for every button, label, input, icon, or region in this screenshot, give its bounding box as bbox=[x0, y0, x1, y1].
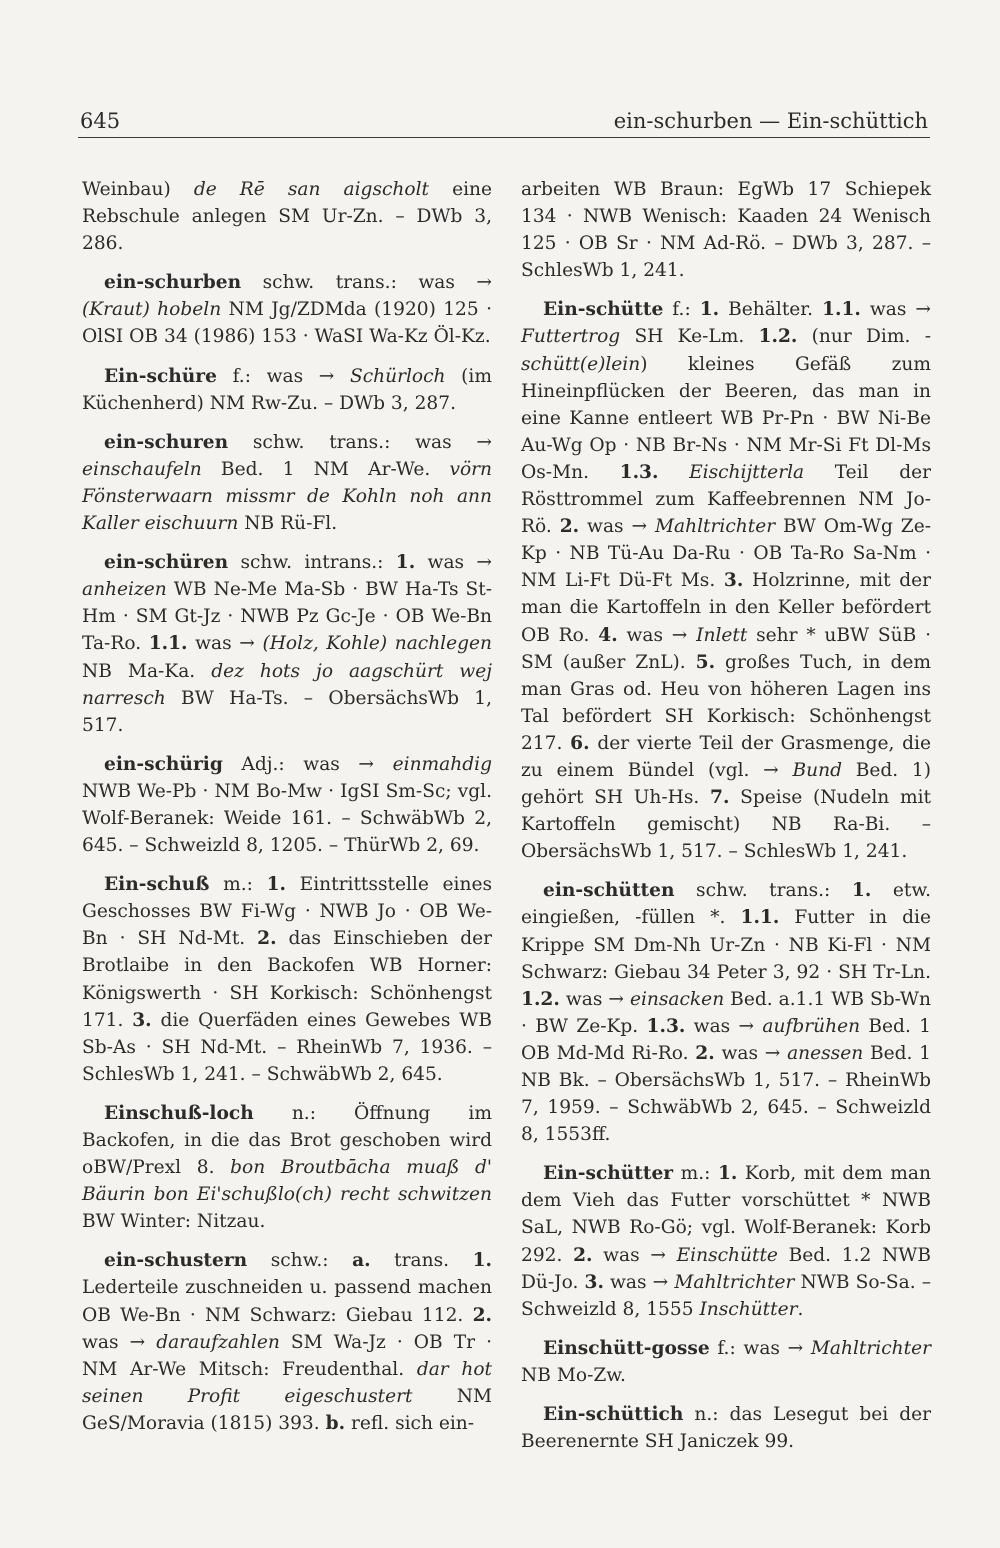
dictionary-entry bbox=[82, 549, 492, 739]
dictionary-entry bbox=[82, 429, 492, 537]
entry-body: f.: was → Mahltrichter NB Mo-Zw. bbox=[521, 1337, 931, 1386]
right-column bbox=[521, 176, 931, 1467]
entry-body: Weinbau) de Rē san aigscholt eine Rebschule anlegen SM Ur-Zn. – DWb 3, 286. bbox=[82, 179, 492, 255]
entry-headword: ein-schuren bbox=[104, 431, 229, 453]
entry-body: schw. trans.: was → einschaufeln Bed. 1 NM Ar-We. vörn Fönsterwaarn missmr de Kohln noh ann Kaller eischuurn NB Rü-Fl. bbox=[82, 431, 492, 535]
entry-headword: ein-schüren bbox=[104, 552, 229, 574]
entry-body: f.: 1. Behälter. 1.1. was → Futtertrog SH Ke-Lm. 1.2. (nur Dim. -schütt(e)lein) kleines Gefäß zum Hineinpflücken der Beeren, das man in eine Kanne entleert WB Pr-Pn · BW Ni-Be Au-Wg Op · NB Br-Ns · NM Mr-Si Ft Dl-Ms Os-Mn. 1.3. Eischijtterla Teil der Rösttrommel zum Kaffeebrennen NM Jo-Rö. 2. was → Mahltrichter BW Om-Wg Ze-Kp · NB Tü-Au Da-Ru · OB Ta-Ro Sa-Nm · NM Li-Ft Dü-Ft Ms. 3. Holzrinne, mit der man die Kartoffeln in den Keller befördert OB Ro. 4. was → Inlett sehr * uBW SüB · SM (außer ZnL). 5. großes Tuch, in dem man Gras od. Heu von höheren Lagen ins Tal befördert SH Korkisch: Schönhengst 217. 6. der vierte Teil der Grasmenge, die zu einem Bündel (vgl. → Bund Bed. 1) gehört SH Uh-Hs. 7. Speise (Nudeln mit Kartoffeln gemischt) NB Ra-Bi. – ObersächsWb 1, 517. – SchlesWb 1, 241. bbox=[521, 299, 932, 863]
entry-body: m.: 1. Eintrittsstelle eines Geschosses BW Fi-Wg · NWB Jo · OB We-Bn · SH Nd-Mt. 2. das Einschieben der Brotlaibe in den Backofen WB Horner: Königswerth · SH Korkisch: Schönhengst 171. 3. die Querfäden eines Gewebes WB Sb-As · SH Nd-Mt. – RheinWb 7, 1936. – SchlesWb 1, 241. – SchwäbWb 2, 645. bbox=[82, 874, 492, 1085]
entry-body: schw. trans.: 1. etw. eingießen, -füllen *. 1.1. Futter in die Krippe SM Dm-Nh Ur-Zn · NB Ki-Fl · NM Schwarz: Giebau 34 Peter 3, 92 · SH Tr-Ln. 1.2. was → einsacken Bed. a.1.1 WB Sb-Wn · BW Ze-Kp. 1.3. was → aufbrühen Bed. 1 OB Md-Md Ri-Ro. 2. was → anessen Bed. 1 NB Bk. – ObersächsWb 1, 517. – RheinWb 7, 1959. – SchwäbWb 2, 645. – Schweizld 8, 1553ff. bbox=[521, 880, 932, 1146]
entry-body: arbeiten WB Braun: EgWb 17 Schiepek 134 · NWB Wenisch: Kaaden 24 Wenisch 125 · OB Sr · NM Ad-Rö. – DWb 3, 287. – SchlesWb 1, 241. bbox=[521, 179, 931, 282]
entry-headword: Ein-schüttich bbox=[543, 1404, 684, 1426]
entry-headword: Ein-schütter bbox=[543, 1163, 674, 1185]
entry-headword: ein-schürig bbox=[104, 753, 223, 775]
entry-headword: Einschütt-gosse bbox=[543, 1337, 710, 1359]
running-head: ein-schurben — Ein-schüttich bbox=[613, 109, 928, 133]
dictionary-entry bbox=[82, 363, 492, 417]
entry-body: n.: das Lesegut bei der Beerenernte SH Janiczek 99. bbox=[521, 1404, 931, 1453]
entry-headword: Ein-schütte bbox=[543, 299, 664, 321]
entry-body: m.: 1. Korb, mit dem man dem Vieh das Futter vorschüttet * NWB SaL, NWB Ro-Gö; vgl. Wolf-Beranek: Korb 292. 2. was → Einschütte Bed. 1.2 NWB Dü-Jo. 3. was → Mahltrichter NWB So-Sa. – Schweizld 8, 1555 Inschütter. bbox=[521, 1163, 932, 1320]
entry-body: schw.: a. trans. 1. Lederteile zuschneiden u. passend machen OB We-Bn · NM Schwarz: Giebau 112. 2. was → daraufzahlen SM Wa-Jz · OB Tr · NM Ar-We Mitsch: Freudenthal. dar hot seinen Profit eigeschustert NM GeS/Moravia (1815) 393. b. refl. sich ein- bbox=[82, 1250, 492, 1434]
entry-body: n.: Öffnung im Backofen, in die das Brot geschoben wird oBW/Prexl 8. bon Broutbācha muaß d' Bäurin bon Ei'schußlo(ch) recht schwitzen BW Winter: Nitzau. bbox=[82, 1102, 492, 1233]
dictionary-entry bbox=[521, 1401, 931, 1455]
page-number: 645 bbox=[80, 109, 121, 133]
dictionary-entry bbox=[521, 296, 931, 865]
entry-headword: ein-schustern bbox=[104, 1250, 248, 1272]
entry-headword: Einschuß-loch bbox=[104, 1102, 254, 1124]
dictionary-entry bbox=[82, 871, 492, 1088]
page-header bbox=[78, 107, 930, 138]
dictionary-entry bbox=[82, 1247, 492, 1437]
entry-body: f.: was → Schürloch (im Küchenherd) NM Rw-Zu. – DWb 3, 287. bbox=[82, 365, 492, 414]
dictionary-entry bbox=[521, 176, 931, 284]
dictionary-entry bbox=[521, 877, 931, 1148]
entry-body: Adj.: was → einmahdig NWB We-Pb · NM Bo-Mw · IgSI Sm-Sc; vgl. Wolf-Beranek: Weide 161. – SchwäbWb 2, 645. – Schweizld 8, 1205. – ThürWb 2, 69. bbox=[82, 753, 492, 857]
left-column bbox=[82, 176, 492, 1449]
entry-body: schw. intrans.: 1. was → anheizen WB Ne-Me Ma-Sb · BW Ha-Ts St-Hm · SM Gt-Jz · NWB Pz Gc-Je · OB We-Bn Ta-Ro. 1.1. was → (Holz, Kohle) nachlegen NB Ma-Ka. dez hots jo aagschürt wej narresch BW Ha-Ts. – ObersächsWb 1, 517. bbox=[82, 552, 493, 736]
dictionary-entry bbox=[82, 176, 492, 257]
dictionary-entry bbox=[521, 1160, 931, 1323]
dictionary-entry bbox=[82, 751, 492, 859]
dictionary-entry bbox=[82, 269, 492, 350]
dictionary-entry bbox=[521, 1335, 931, 1389]
dictionary-entry bbox=[82, 1100, 492, 1235]
entry-body: schw. trans.: was → (Kraut) hobeln NM Jg/ZDMda (1920) 125 · OlSI OB 34 (1986) 153 · WaSI Wa-Kz Öl-Kz. bbox=[82, 272, 492, 348]
entry-headword: Ein-schuß bbox=[104, 874, 210, 896]
entry-headword: ein-schurben bbox=[104, 272, 242, 294]
entry-headword: Ein-schüre bbox=[104, 365, 217, 387]
entry-headword: ein-schütten bbox=[543, 880, 675, 902]
